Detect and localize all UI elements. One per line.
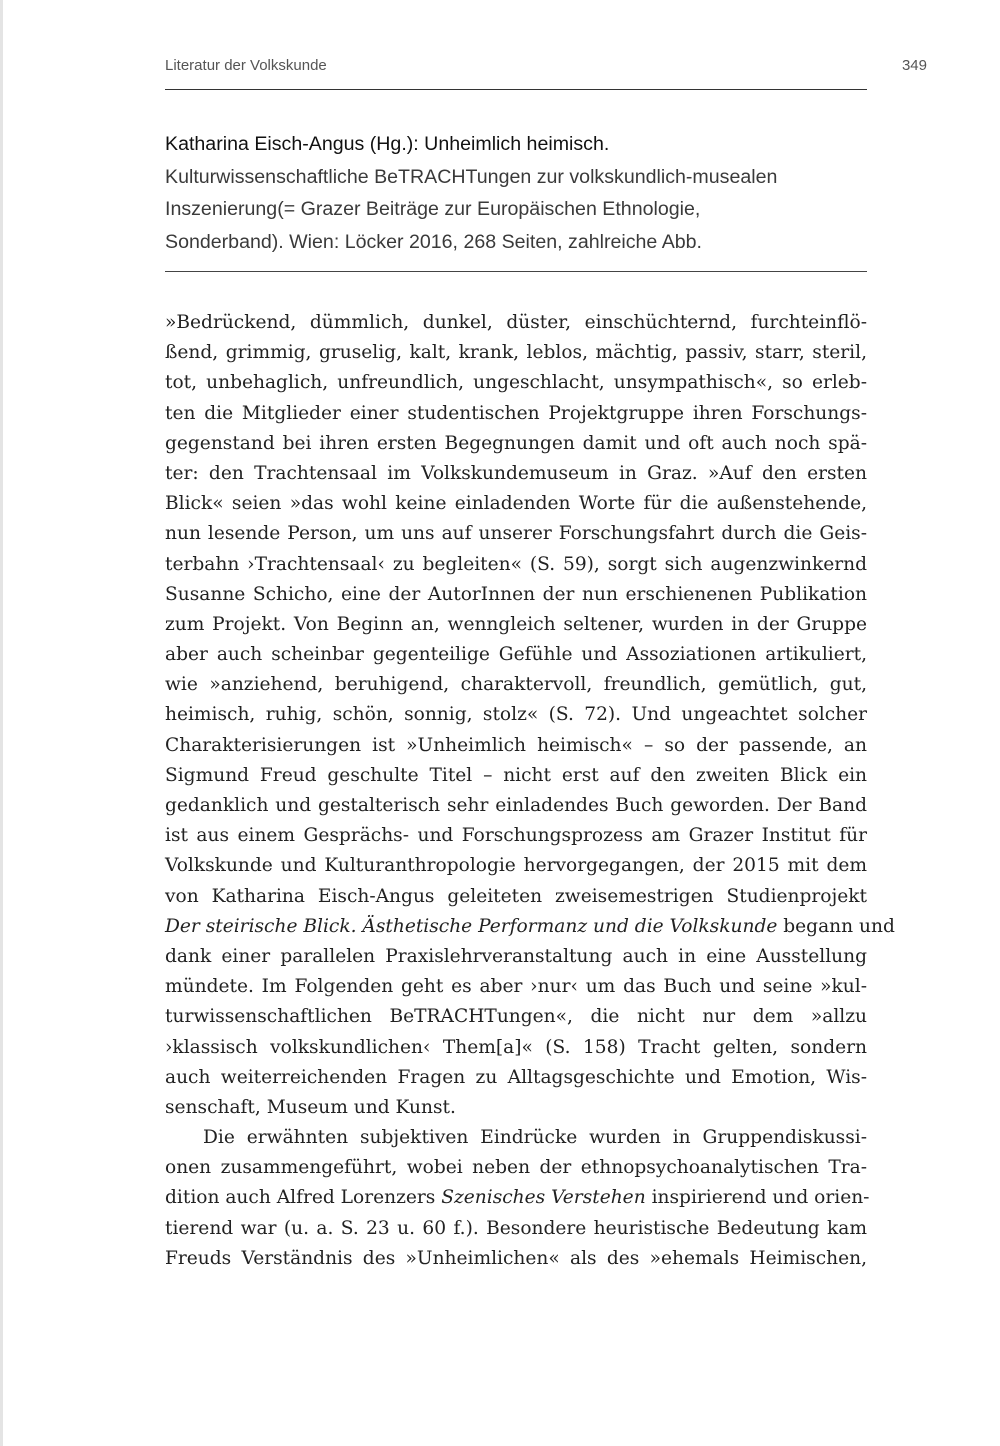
- header-rule: [165, 89, 867, 90]
- body-line: von Katharina Eisch-Angus geleiteten zweisemestrigen Studienprojekt: [165, 885, 867, 907]
- body-line: gegenstand bei ihren ersten Begegnungen damit und oft auch noch spä-: [165, 432, 867, 454]
- review-citation: [165, 128, 867, 258]
- citation-title-line: Katharina Eisch-Angus (Hg.): Unheimlich heimisch.: [165, 133, 610, 155]
- body-line: heimisch, ruhig, schön, sonnig, stolz« (S. 72). Und ungeachtet solcher: [165, 704, 867, 726]
- body-line-with-italic: [165, 1183, 870, 1213]
- body-line: terbahn ›Trachtensaal‹ zu begleiten« (S. 59), sorgt sich augenzwinkernd: [165, 553, 867, 575]
- body-line: tierend war (u. a. S. 23 u. 60 f.). Besondere heuristische Bedeutung kam: [165, 1217, 867, 1239]
- body-line: ter: den Trachtensaal im Volkskundemuseum in Graz. »Auf den ersten: [165, 462, 867, 484]
- citation-line: Inszenierung(= Grazer Beiträge zur Europäischen Ethnologie,: [165, 198, 701, 220]
- body-line: gedanklich und gestalterisch sehr einladendes Buch geworden. Der Band: [165, 795, 867, 816]
- body-line: dank einer parallelen Praxislehrveranstaltung auch in eine Ausstellung: [165, 945, 867, 967]
- body-line: ist aus einem Gesprächs- und Forschungsprozess am Grazer Institut für: [165, 825, 867, 847]
- body-line: senschaft, Museum und Kunst.: [165, 1096, 456, 1118]
- body-line: auch weiterreichenden Fragen zu Alltagsgeschichte und Emotion, Wis-: [165, 1066, 867, 1088]
- body-line: ten die Mitglieder einer studentischen Projektgruppe ihren Forschungs-: [165, 402, 867, 424]
- body-fragment: inspirierend und orien-: [645, 1187, 870, 1209]
- body-line: Susanne Schicho, eine der AutorInnen der nun erschienenen Publikation: [165, 583, 867, 605]
- review-body: [165, 308, 895, 1274]
- body-line: Sigmund Freud geschulte Titel – nicht erst auf den zweiten Blick ein: [165, 764, 867, 786]
- body-line: mündete. Im Folgenden geht es aber ›nur‹ um das Buch und seine »kul-: [165, 976, 867, 998]
- italic-term: Szenisches Verstehen: [441, 1187, 646, 1209]
- body-fragment: dition auch Alfred Lorenzers: [165, 1187, 442, 1209]
- body-line: Charakterisierungen ist »Unheimlich heimisch« – so der passende, an: [165, 734, 867, 756]
- body-line: nun lesende Person, um uns auf unserer Forschungsfahrt durch die Geis-: [165, 523, 867, 545]
- body-line: ›klassisch volkskundlichen‹ Them[a]« (S. 158) Tracht gelten, sondern: [165, 1036, 867, 1058]
- body-line: Freuds Verständnis des »Unheimlichen« als des »ehemals Heimischen,: [165, 1247, 867, 1269]
- italic-title: Der steirische Blick. Ästhetische Performanz und die Volkskunde: [165, 915, 778, 937]
- body-line: ßend, grimmig, gruselig, kalt, krank, leblos, mächtig, passiv, starr, steril,: [165, 342, 867, 364]
- body-line: zum Projekt. Von Beginn an, wenngleich seltener, wurden in der Gruppe: [165, 613, 867, 635]
- citation-line: Kulturwissenschaftliche BeTRACHTungen zur volkskundlich-musealen: [165, 165, 778, 188]
- citation-line: Sonderband). Wien: Löcker 2016, 268 Seiten, zahlreiche Abb.: [165, 230, 703, 253]
- body-fragment: begann und: [777, 915, 895, 937]
- body-line: Blick« seien »das wohl keine einladenden Worte für die außenstehende,: [165, 493, 867, 515]
- body-line-with-italic: [165, 912, 895, 942]
- body-line: turwissenschaftlichen BeTRACHTungen«, die nicht nur dem »allzu: [165, 1006, 867, 1028]
- body-line: Die erwähnten subjektiven Eindrücke wurden in Gruppendiskussi-: [203, 1127, 867, 1149]
- citation-rule: [165, 271, 867, 272]
- running-header: [165, 57, 927, 79]
- running-title: Literatur der Volkskunde: [165, 57, 327, 74]
- body-line: wie »anziehend, beruhigend, charaktervoll, freundlich, gemütlich, gut,: [165, 674, 867, 696]
- body-line: aber auch scheinbar gegenteilige Gefühle und Assoziationen artikuliert,: [165, 644, 867, 666]
- body-line: »Bedrückend, dümmlich, dunkel, düster, einschüchternd, furchteinflö-: [165, 312, 867, 333]
- page-number: 349: [901, 57, 927, 74]
- body-line: tot, unbehaglich, unfreundlich, ungeschlacht, unsympathisch«, so erleb-: [165, 372, 867, 394]
- body-line: Volkskunde und Kulturanthropologie hervorgegangen, der 2015 mit dem: [165, 855, 867, 877]
- page-edge: [0, 0, 3, 1446]
- body-line: onen zusammengeführt, wobei neben der ethnopsychoanalytischen Tra-: [165, 1157, 867, 1179]
